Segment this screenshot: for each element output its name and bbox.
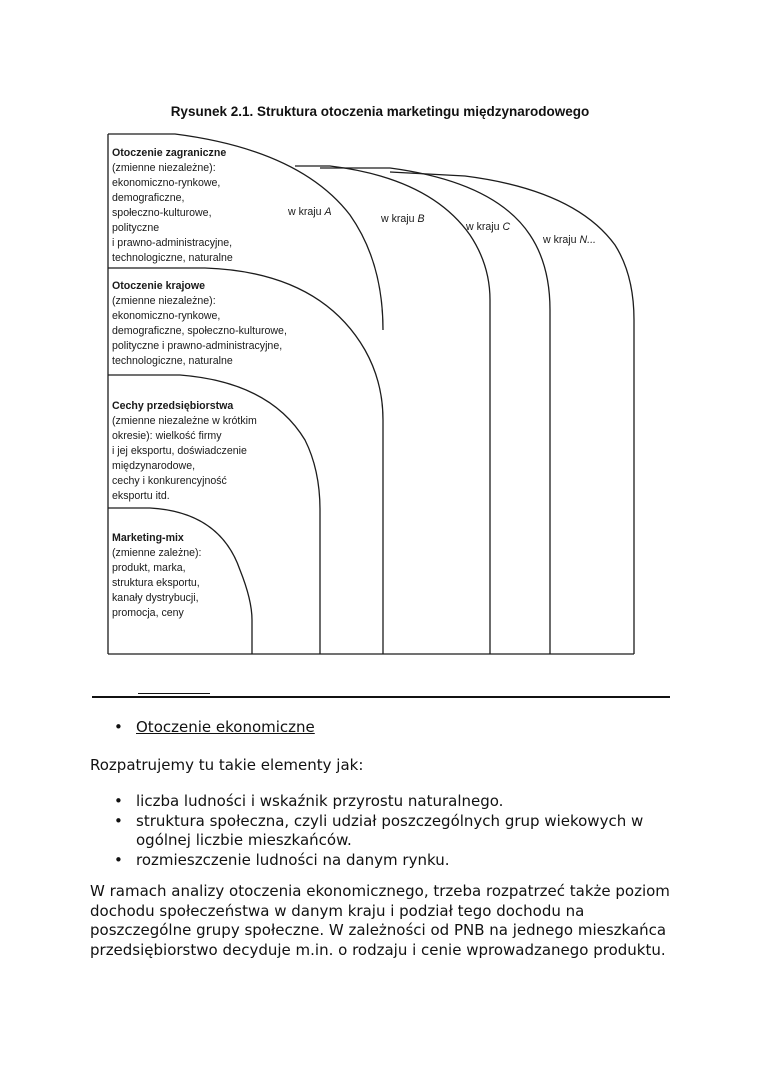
region-marketing-mix-line: (zmienne zależne): [112,547,202,559]
bullet-dot: • [114,811,123,830]
list-item [90,792,690,812]
region-foreign-line: (zmienne niezależne): [112,162,216,174]
section-link-economic-environment[interactable]: Otoczenie ekonomiczne [136,718,315,736]
region-marketing-mix-heading: Marketing-mix [112,532,184,544]
region-domestic-line: technologiczne, naturalne [112,355,233,367]
country-prefix: w kraju [543,234,580,246]
list-item-text: struktura społeczna, czyli udział poszczególnych grup wiekowych w ogólnej liczbie mieszkańców. [136,811,644,849]
country-label-a [287,206,332,218]
region-foreign-line: demograficzne, [112,192,185,204]
country-label-c [465,221,511,233]
country-arc-c [320,168,550,654]
region-company-line: (zmienne niezależne w krótkim [112,415,257,427]
region-company-line: okresie): wielkość firmy [112,430,222,442]
region-marketing-mix-line: kanały dystrybucji, [112,592,199,604]
region-domestic-heading: Otoczenie krajowe [112,280,206,292]
list-item [90,812,690,851]
region-domestic-line: demograficzne, społeczno-kulturowe, [112,325,287,337]
region-foreign-line: i prawno-administracyjne, [112,237,233,249]
region-domestic-line: (zmienne niezależne): [112,295,216,307]
country-prefix: w kraju [466,221,503,233]
region-marketing-mix-line: produkt, marka, [112,562,186,574]
region-foreign-heading: Otoczenie zagraniczne [112,147,227,159]
list-item [90,851,690,871]
country-letter: C [502,221,511,233]
list-item-text: rozmieszczenie ludności na danym rynku. [136,850,450,869]
region-marketing-mix-line: promocja, ceny [112,607,184,619]
region-marketing-mix-line: struktura eksportu, [112,577,200,589]
body-paragraph: W ramach analizy otoczenia ekonomicznego, trzeba rozpatrzeć także poziom dochodu społeczeństwa w danym kraju i podział tego dochodu na poszczególne grupy społeczne. W zależności od PNB na jednego mieszkańca przedsiębiorstwo decyduje m.in. o rodzaju i cenie wprowadzanego produktu. [90,882,670,959]
region-company-heading: Cechy przedsiębiorstwa [112,400,234,412]
country-prefix: w kraju [288,206,325,218]
bullet-dot: • [114,718,123,736]
region-foreign-line: technologiczne, naturalne [112,252,233,264]
country-label-n [542,234,596,246]
bullet-list [90,792,690,870]
country-letter: B [417,213,425,225]
footnote-rule [138,693,210,694]
region-domestic-line: ekonomiczno-rynkowe, [112,310,221,322]
region-company-line: i jej eksportu, doświadczenie [112,445,247,457]
list-item-text: liczba ludności i wskaźnik przyrostu naturalnego. [136,792,504,810]
country-prefix: w kraju [381,213,418,225]
figure-title: Rysunek 2.1. Struktura otoczenia marketingu międzynarodowego [170,104,590,119]
region-domestic-line: polityczne i prawno-administracyjne, [112,340,283,352]
region-foreign-line: społeczno-kulturowe, [112,207,212,219]
country-label-b [380,213,425,225]
country-letter: A [324,206,332,218]
region-company-line: cechy i konkurencyjność [112,475,227,487]
country-letter: N... [579,234,596,246]
region-foreign-line: polityczne [112,222,160,234]
region-company-line: eksportu itd. [112,490,170,502]
intro-text: Rozpatrujemy tu takie elementy jak: [90,756,364,774]
section-divider [92,696,670,698]
region-foreign-line: ekonomiczno-rynkowe, [112,177,221,189]
country-arc-n [390,172,634,654]
bullet-dot: • [114,850,123,869]
bullet-dot: • [114,792,123,810]
region-company-line: międzynarodowe, [112,460,196,472]
country-arc-b [295,166,490,654]
